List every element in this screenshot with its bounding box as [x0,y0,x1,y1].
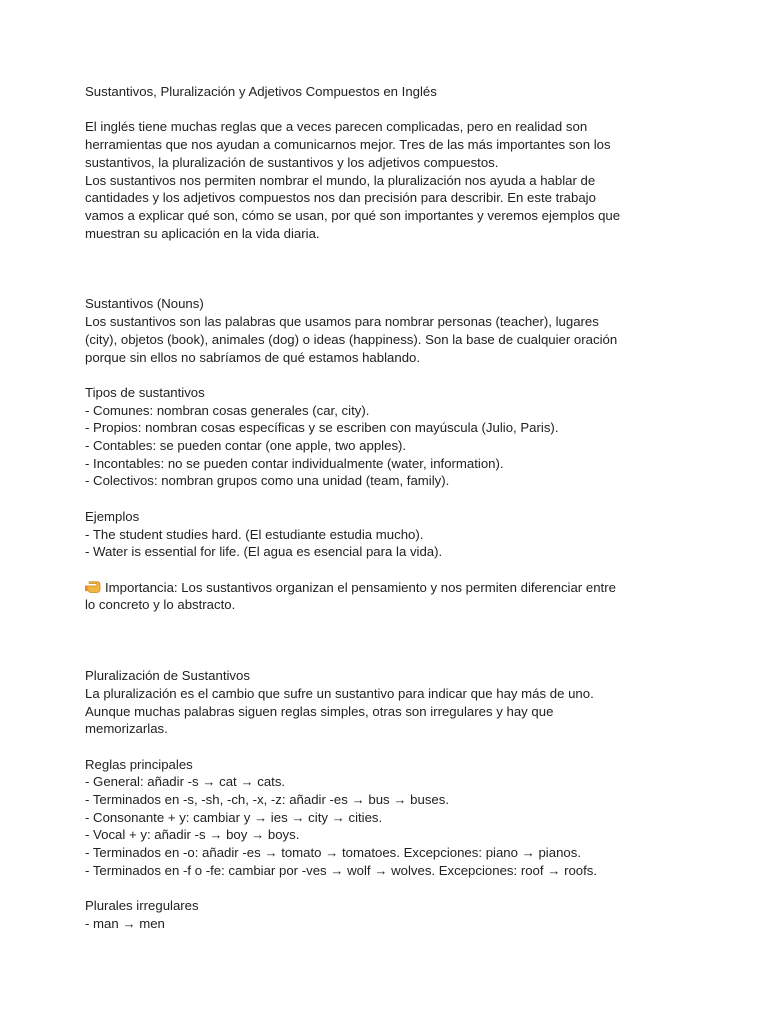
section-spacer [85,614,705,667]
intro-line: herramientas que nos ayudan a comunicarnos mejor. Tres de las más importantes son los [85,137,611,153]
document-title: Sustantivos, Pluralización y Adjetivos Compuestos en Inglés [85,84,437,99]
spacer [85,366,705,384]
examples-heading: Ejemplos [85,508,140,524]
spacer [85,880,705,898]
importance-line: Importancia: Los sustantivos organizan el pensamiento y nos permiten diferenciar entre [105,579,616,595]
plural-line: La pluralización es el cambio que sufre un sustantivo para indicar que hay más de uno. [85,685,594,701]
spacer [85,490,705,508]
intro-line: El inglés tiene muchas reglas que a veces parecen complicadas, pero en realidad son [85,119,588,135]
list-item: - Incontables: no se pueden contar individualmente (water, information). [85,455,504,471]
nouns-heading: Sustantivos (Nouns) [85,296,204,312]
list-item: - Terminados en -o: añadir -es → tomato → tomatoes. Excepciones: piano → pianos. [85,845,581,861]
pointing-hand-icon [85,580,101,594]
intro-line: sustantivos, la pluralización de sustantivos y los adjetivos compuestos. [85,154,499,170]
rules-heading: Reglas principales [85,756,193,772]
nouns-line: Los sustantivos son las palabras que usamos para nombrar personas (teacher), lugares [85,314,599,330]
plural-line: Aunque muchas palabras siguen reglas simples, otras son irregulares y hay que [85,703,554,719]
importance-note [85,579,705,614]
rules-list [85,773,705,879]
intro-line: cantidades y los adjetivos compuestos nos dan precisión para describir. En este trabajo [85,190,596,206]
plural-paragraph [85,685,705,738]
list-item: - Comunes: nombran cosas generales (car, city). [85,402,370,418]
list-item: - General: añadir -s → cat → cats. [85,774,286,790]
spacer [85,561,705,579]
document-page [85,83,705,933]
spacer [85,738,705,756]
importance-line: lo concreto y lo abstracto. [85,597,236,613]
list-item: - Colectivos: nombran grupos como una unidad (team, family). [85,473,450,489]
nouns-paragraph [85,313,705,366]
list-item: - Terminados en -f o -fe: cambiar por -ves → wolf → wolves. Excepciones: roof → roofs. [85,862,598,878]
plural-heading: Pluralización de Sustantivos [85,668,250,684]
list-item: - Water is essential for life. (El agua es esencial para la vida). [85,544,443,560]
intro-paragraph [85,118,705,242]
intro-line: Los sustantivos nos permiten nombrar el mundo, la pluralización nos ayuda a hablar de [85,172,596,188]
spacer [85,101,705,119]
nouns-line: porque sin ellos no sabríamos de qué estamos hablando. [85,349,421,365]
irregular-list [85,915,705,933]
examples-list [85,526,705,561]
noun-types-heading: Tipos de sustantivos [85,384,205,400]
intro-line: muestran su aplicación en la vida diaria. [85,225,320,241]
list-item: - The student studies hard. (El estudiante estudia mucho). [85,526,424,542]
list-item: - Contables: se pueden contar (one apple, two apples). [85,438,407,454]
list-item: - Propios: nombran cosas específicas y se escriben con mayúscula (Julio, Paris). [85,420,559,436]
list-item: - Consonante + y: cambiar y → ies → city → cities. [85,809,383,825]
list-item: - Vocal + y: añadir -s → boy → boys. [85,827,300,843]
noun-types-list [85,402,705,491]
irregular-heading: Plurales irregulares [85,898,199,914]
list-item: - Terminados en -s, -sh, -ch, -x, -z: añadir -es → bus → buses. [85,792,450,808]
intro-line: vamos a explicar qué son, cómo se usan, por qué son importantes y veremos ejemplos que [85,207,621,223]
nouns-line: (city), objetos (book), animales (dog) o ideas (happiness). Son la base de cualquier oración [85,331,618,347]
section-spacer [85,242,705,295]
plural-line: memorizarlas. [85,721,168,737]
list-item: - man → men [85,915,165,931]
